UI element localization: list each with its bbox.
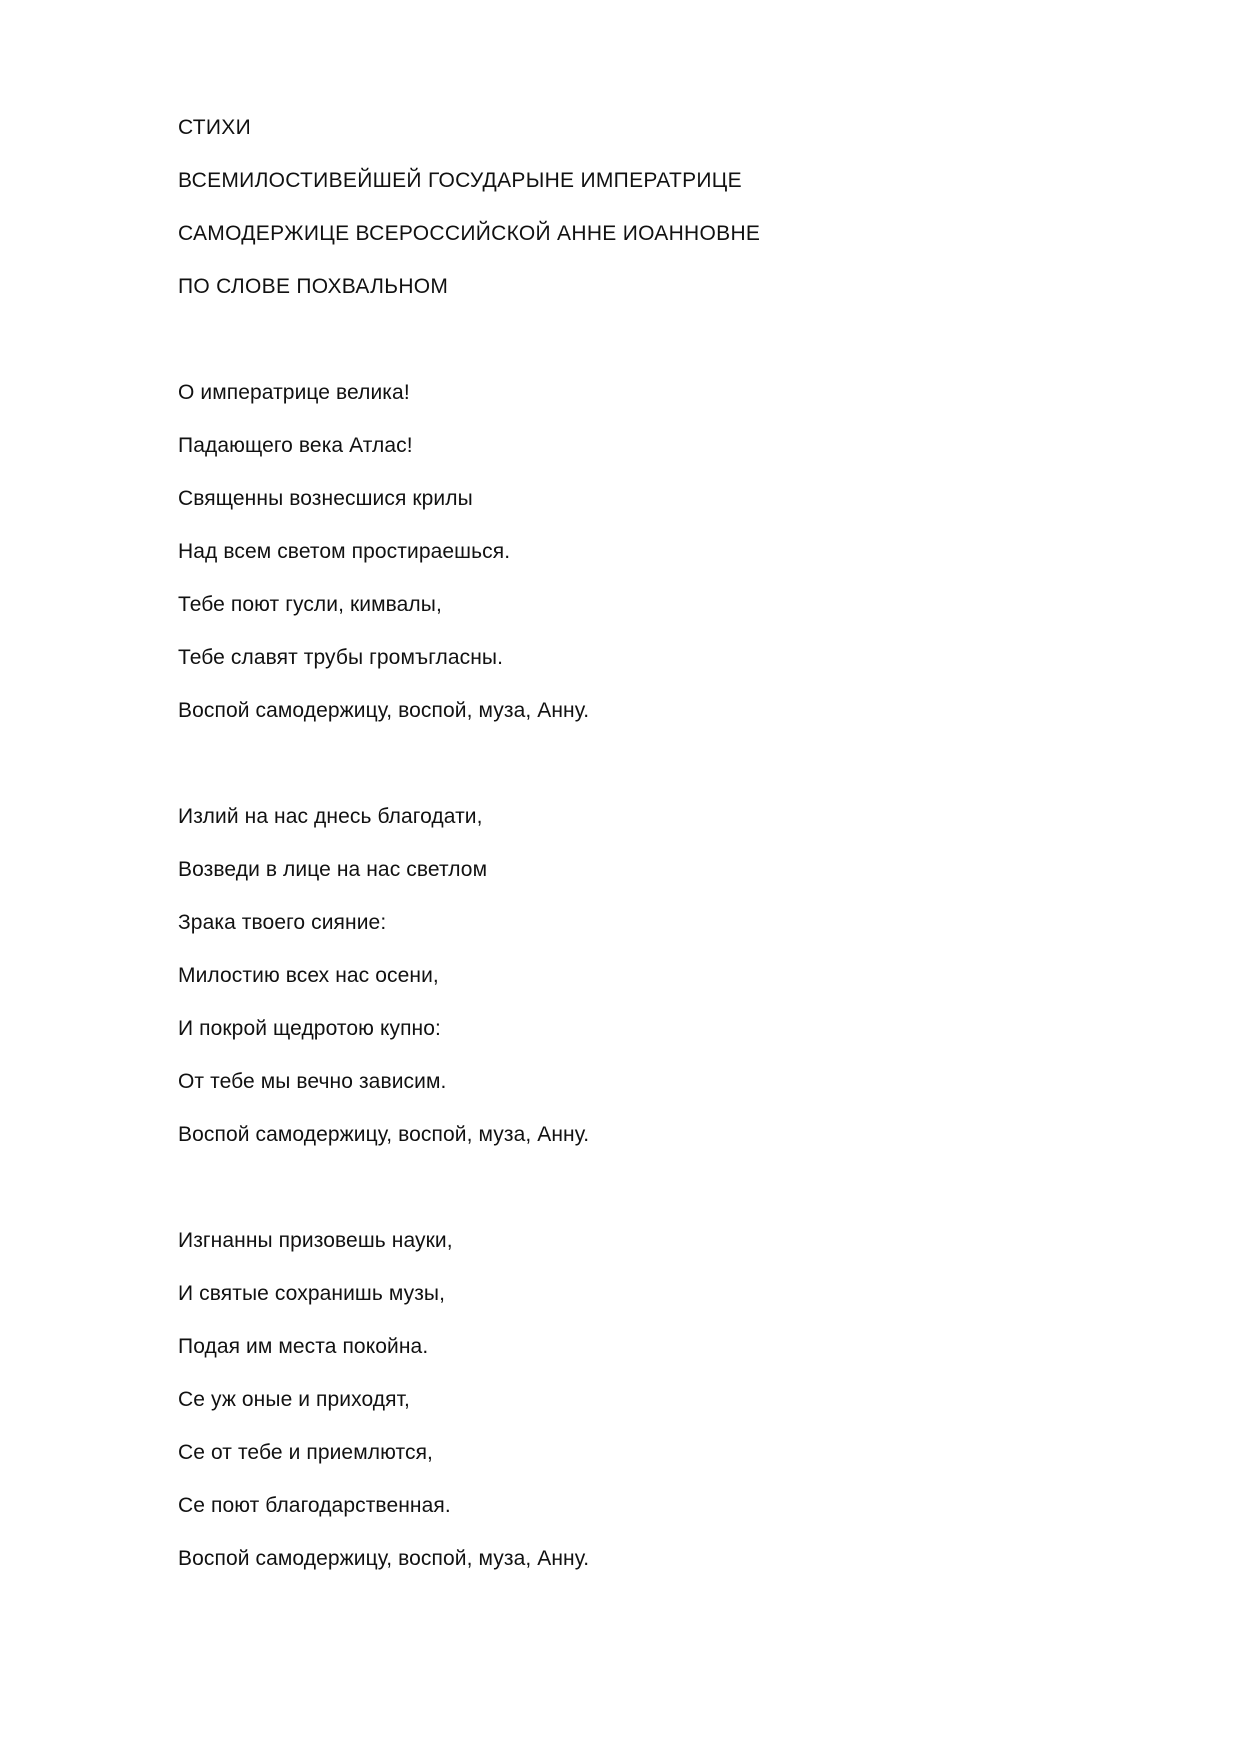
stanza-1 — [178, 379, 1178, 724]
stanza-break — [178, 326, 1178, 379]
verse-line: Изгнанны призовешь науки, — [178, 1229, 453, 1252]
verse-line: Милостию всех нас осени, — [178, 964, 439, 987]
verse-line: Возведи в лице на нас светлом — [178, 858, 488, 881]
title-line: ПО СЛОВЕ ПОХВАЛЬНОМ — [178, 275, 449, 298]
verse-line: Се от тебе и приемлются, — [178, 1441, 433, 1464]
verse-line: И святые сохранишь музы, — [178, 1282, 446, 1305]
verse-line: Се поют благодарственная. — [178, 1494, 451, 1517]
verse-line: Излий на нас днесь благодати, — [178, 805, 483, 828]
verse-line: Се уж оные и приходят, — [178, 1388, 410, 1411]
stanza-2 — [178, 803, 1178, 1148]
refrain-line: Воспой самодержицу, воспой, муза, Анну. — [178, 1123, 590, 1146]
stanza-3 — [178, 1227, 1178, 1572]
poem-title — [178, 114, 1178, 300]
verse-line: О императрице велика! — [178, 381, 410, 404]
title-line: ВСЕМИЛОСТИВЕЙШЕЙ ГОСУДАРЫНЕ ИМПЕРАТРИЦЕ — [178, 169, 742, 192]
verse-line: От тебе мы вечно зависим. — [178, 1070, 447, 1093]
verse-line: Подая им места покойна. — [178, 1335, 429, 1358]
verse-line: Над всем светом простираешься. — [178, 540, 511, 563]
verse-line: Тебе поют гусли, кимвалы, — [178, 593, 442, 616]
stanza-break — [178, 750, 1178, 803]
verse-line: Падающего века Атлас! — [178, 434, 413, 457]
poem-text — [178, 114, 1178, 1598]
verse-line: И покрой щедротою купно: — [178, 1017, 441, 1040]
title-line: САМОДЕРЖИЦЕ ВСЕРОССИЙСКОЙ АННЕ ИОАННОВНЕ — [178, 222, 761, 245]
refrain-line: Воспой самодержицу, воспой, муза, Анну. — [178, 1547, 590, 1570]
title-line: СТИХИ — [178, 116, 251, 139]
verse-line: Тебе славят трубы громъгласны. — [178, 646, 504, 669]
verse-line: Зрака твоего сияние: — [178, 911, 387, 934]
refrain-line: Воспой самодержицу, воспой, муза, Анну. — [178, 699, 590, 722]
verse-line: Священны вознесшися крилы — [178, 487, 473, 510]
stanza-break — [178, 1174, 1178, 1227]
